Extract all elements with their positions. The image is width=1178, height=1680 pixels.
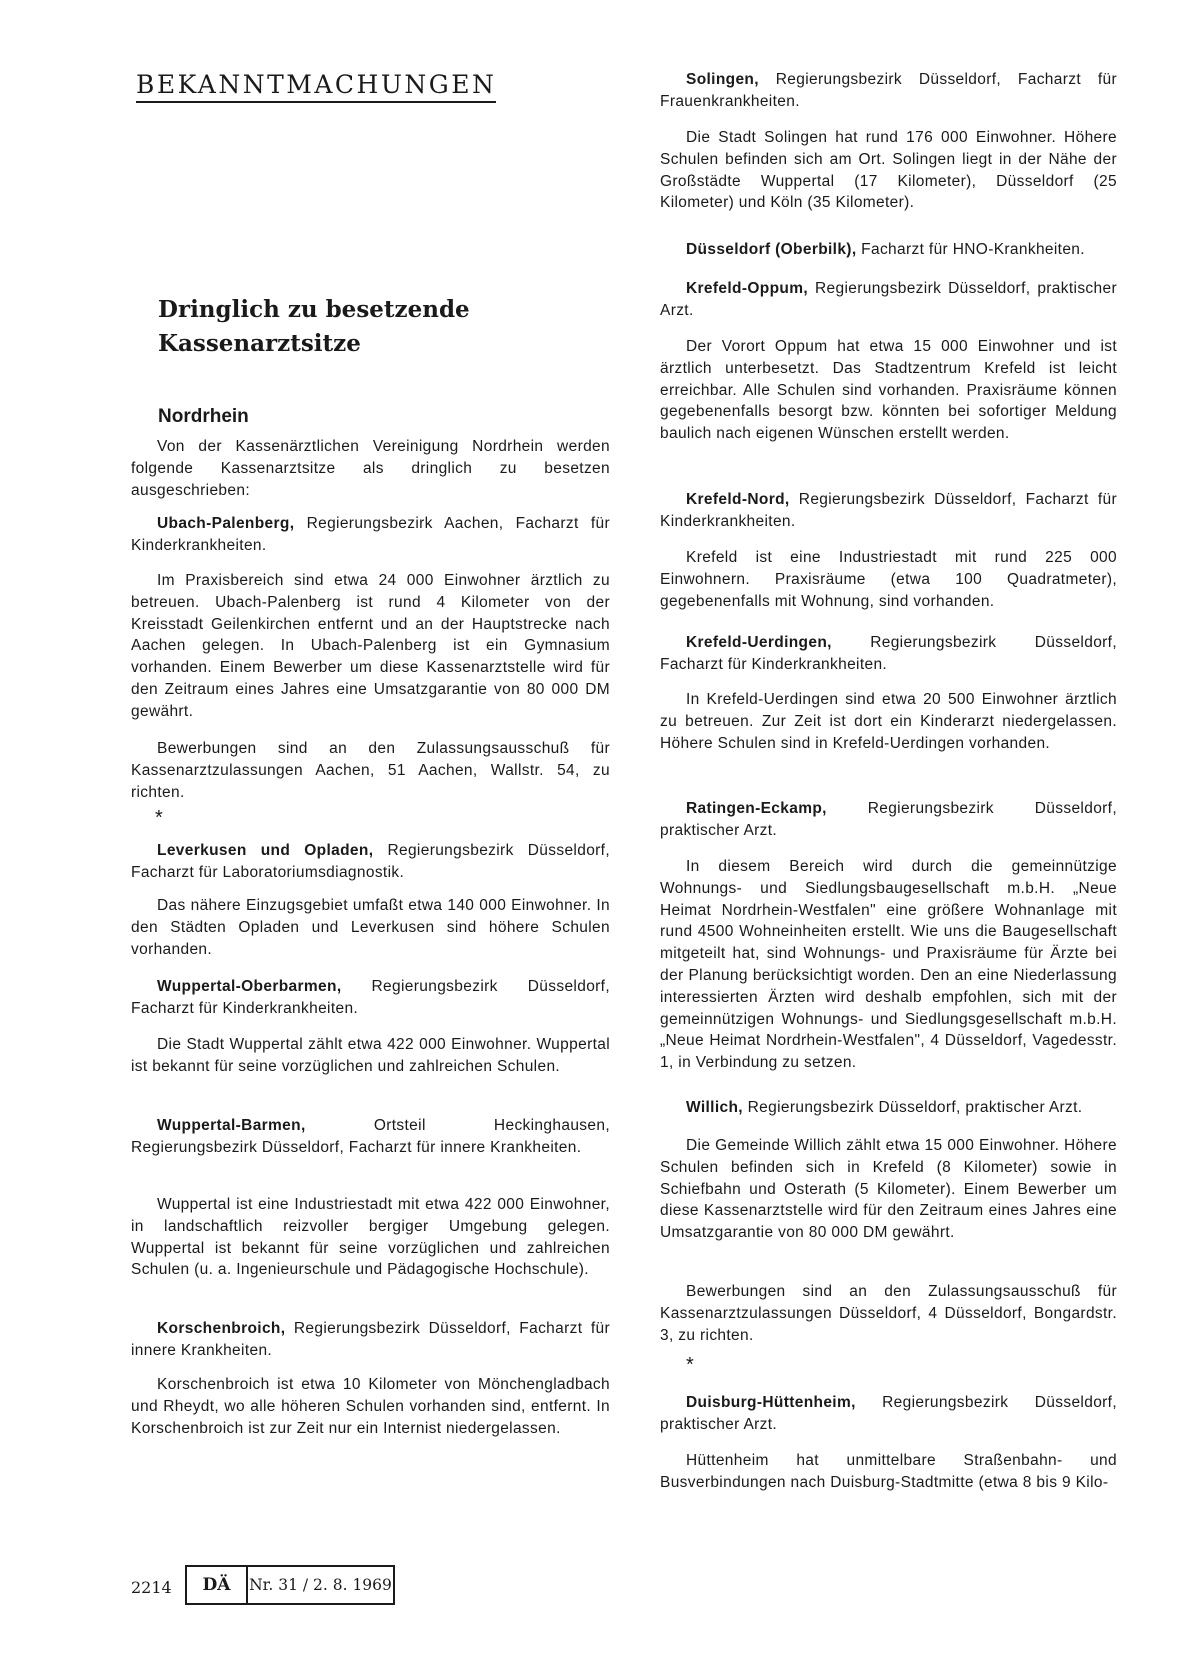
- listing-solingen: [660, 69, 1117, 113]
- listing-place: Wuppertal-Barmen,: [157, 1117, 306, 1134]
- listing-description: Regierungsbezirk Düsseldorf, Facharzt für Kinderkrankheiten.: [660, 491, 1117, 530]
- listing-body: Hüttenheim hat unmittelbare Straßenbahn- und Busverbindungen nach Duisburg-Stadtmitte (etwa 8 bis 9 Kilo-: [660, 1452, 1117, 1491]
- listing-krefeld-uerdingen: [660, 632, 1117, 676]
- listing-description: Regierungsbezirk Düsseldorf, praktischer Arzt.: [660, 1394, 1117, 1433]
- listing-krefeld-oppum: [660, 278, 1117, 322]
- listing-place: Duisburg-Hüttenheim,: [686, 1394, 856, 1411]
- listing-place: Ubach-Palenberg,: [157, 515, 295, 532]
- listing-place: Krefeld-Nord,: [686, 491, 790, 508]
- listing-description: Regierungsbezirk Düsseldorf, praktischer Arzt.: [747, 1099, 1083, 1116]
- listing-body: Die Stadt Wuppertal zählt etwa 422 000 Einwohner. Wuppertal ist bekannt für seine vorzüglichen und zahlreichen Schulen.: [131, 1036, 610, 1075]
- listing-body: Die Gemeinde Willich zählt etwa 15 000 Einwohner. Höhere Schulen befinden sich in Krefeld (8 Kilometer) sowie in Schiefbahn und Osterath (5 Kilometer). Einem Bewerber um diese Kassenarztstelle wird für den Zeitraum eines Jahres eine Umsatzgarantie von 80 000 DM gewährt.: [660, 1137, 1117, 1242]
- listing-duisburg-huettenheim: [660, 1392, 1117, 1436]
- listing-description: Facharzt für HNO-Krankheiten.: [861, 241, 1085, 258]
- listing-description: Ortsteil Heckinghausen, Regierungsbezirk Düsseldorf, Facharzt für innere Krankheiten.: [131, 1117, 610, 1156]
- listing-description: Regierungsbezirk Düsseldorf, Facharzt für Kinderkrankheiten.: [131, 978, 610, 1017]
- listing-description: Regierungsbezirk Düsseldorf, praktischer Arzt.: [660, 280, 1117, 319]
- listing-description: Regierungsbezirk Düsseldorf, Facharzt für Laboratoriumsdiagnostik.: [131, 842, 610, 881]
- application-note: Bewerbungen sind an den Zulassungsausschuß für Kassenarztzulassungen Düsseldorf, 4 Düsseldorf, Bongardstr. 3, zu richten.: [660, 1283, 1117, 1344]
- separator-star: *: [686, 1354, 694, 1376]
- journal-footer-box: [185, 1565, 395, 1605]
- listing-body: Korschenbroich ist etwa 10 Kilometer von Mönchengladbach und Rheydt, wo alle höheren Schulen vorhanden sind, entfernt. In Korschenbroich ist zur Zeit nur ein Internist niedergelassen.: [131, 1376, 610, 1437]
- intro-paragraph: Von der Kassenärztlichen Vereinigung Nordrhein werden folgende Kassenarztsitze als dringlich zu besetzen ausgeschrieben:: [131, 438, 610, 499]
- listing-body: Im Praxisbereich sind etwa 24 000 Einwohner ärztlich zu betreuen. Ubach-Palenberg ist rund 4 Kilometer von der Kreisstadt Geilenkirchen entfernt und an der Hauptstrecke nach Aachen gelegen. In Ubach-Palenberg ist ein Gymnasium vorhanden. Einem Bewerber um diese Kassenarztstelle wird für den Zeitraum eines Jahres eine Umsatzgarantie von 80 000 DM gewährt.: [131, 572, 610, 720]
- listing-place: Düsseldorf (Oberbilk),: [686, 241, 857, 258]
- application-note: Bewerbungen sind an den Zulassungsausschuß für Kassenarztzulassungen Aachen, 51 Aachen, Wallstr. 54, zu richten.: [131, 740, 610, 801]
- listing-place: Krefeld-Oppum,: [686, 280, 809, 297]
- listing-description: Regierungsbezirk Aachen, Facharzt für Kinderkrankheiten.: [131, 515, 610, 554]
- listing-wuppertal-oberbarmen: [131, 976, 610, 1020]
- listing-leverkusen-opladen: [131, 840, 610, 884]
- listing-ubach-palenberg: [131, 513, 610, 557]
- listing-place: Leverkusen und Opladen,: [157, 842, 374, 859]
- journal-logo: DÄ: [187, 1567, 248, 1603]
- listing-place: Wuppertal-Oberbarmen,: [157, 978, 342, 995]
- listing-place: Ratingen-Eckamp,: [686, 800, 827, 817]
- listing-description: Regierungsbezirk Düsseldorf, Facharzt für innere Krankheiten.: [131, 1320, 610, 1359]
- listing-description: Regierungsbezirk Düsseldorf, praktischer Arzt.: [660, 800, 1117, 839]
- listing-body: In Krefeld-Uerdingen sind etwa 20 500 Einwohner ärztlich zu betreuen. Zur Zeit ist dort ein Kinderarzt niedergelassen. Höhere Schulen sind in Krefeld-Uerdingen vorhanden.: [660, 691, 1117, 752]
- listing-place: Willich,: [686, 1099, 743, 1116]
- section-header: BEKANNTMACHUNGEN: [136, 70, 496, 103]
- listing-willich: [660, 1097, 1117, 1119]
- listing-wuppertal-barmen: [131, 1115, 610, 1159]
- listing-ratingen-eckamp: [660, 798, 1117, 842]
- page-number: 2214: [131, 1578, 172, 1597]
- region-heading: Nordrhein: [158, 406, 249, 427]
- listing-description: Regierungsbezirk Düsseldorf, Facharzt für Frauenkrankheiten.: [660, 71, 1117, 110]
- page-title: Dringlich zu besetzende Kassenarztsitze: [158, 296, 470, 357]
- listing-duesseldorf-oberbilk: [660, 239, 1117, 261]
- listing-place: Korschenbroich,: [157, 1320, 286, 1337]
- listing-body: Das nähere Einzugsgebiet umfaßt etwa 140 000 Einwohner. In den Städten Opladen und Leverkusen sind höhere Schulen vorhanden.: [131, 897, 610, 958]
- separator-star: *: [155, 807, 163, 829]
- listing-body: Der Vorort Oppum hat etwa 15 000 Einwohner und ist ärztlich unterbesetzt. Das Stadtzentrum Krefeld ist leicht erreichbar. Alle Schulen sind vorhanden. Praxisräume können gegebenenfalls besorgt bzw. könnten bei sofortiger Meldung baulich nach eigenen Wünschen erstellt werden.: [660, 338, 1117, 443]
- listing-body: Wuppertal ist eine Industriestadt mit etwa 422 000 Einwohner, in landschaftlich reizvoller bergiger Umgebung gelegen. Wuppertal ist bekannt für seine vorzüglichen und zahlreichen Schulen (u. a. Ingenieurschule und Pädagogische Hochschule).: [131, 1196, 610, 1279]
- listing-body: Die Stadt Solingen hat rund 176 000 Einwohner. Höhere Schulen befinden sich am Ort. Solingen liegt in der Nähe der Großstädte Wuppertal (17 Kilometer), Düsseldorf (25 Kilometer) und Köln (35 Kilometer).: [660, 129, 1117, 212]
- listing-place: Krefeld-Uerdingen,: [686, 634, 832, 651]
- listing-description: Regierungsbezirk Düsseldorf, Facharzt für Kinderkrankheiten.: [660, 634, 1117, 673]
- listing-body: Krefeld ist eine Industriestadt mit rund 225 000 Einwohnern. Praxisräume (etwa 100 Quadratmeter), gegebenenfalls mit Wohnung, sind vorhanden.: [660, 549, 1117, 610]
- listing-body: In diesem Bereich wird durch die gemeinnützige Wohnungs- und Siedlungsbaugesellschaft m.b.H. „Neue Heimat Nordrhein-Westfalen" eine größere Wohnanlage mit rund 4500 Wohneinheiten erstellt. Wie uns die Baugesellschaft mitgeteilt hat, sind Wohnungs- und Praxisräume für Ärzte bei der Planung berücksichtigt worden. Den an eine Niederlassung interessierten Ärzten wird deshalb empfohlen, sich mit der gemeinnützigen Wohnungs- und Siedlungsgesellschaft m.b.H. „Neue Heimat Nordrhein-Westfalen", 4 Düsseldorf, Vagedesstr. 1, in Verbindung zu setzen.: [660, 858, 1117, 1072]
- listing-korschenbroich: [131, 1318, 610, 1362]
- listing-krefeld-nord: [660, 489, 1117, 533]
- issue-reference: Nr. 31 / 2. 8. 1969: [249, 1576, 392, 1594]
- listing-place: Solingen,: [686, 71, 759, 88]
